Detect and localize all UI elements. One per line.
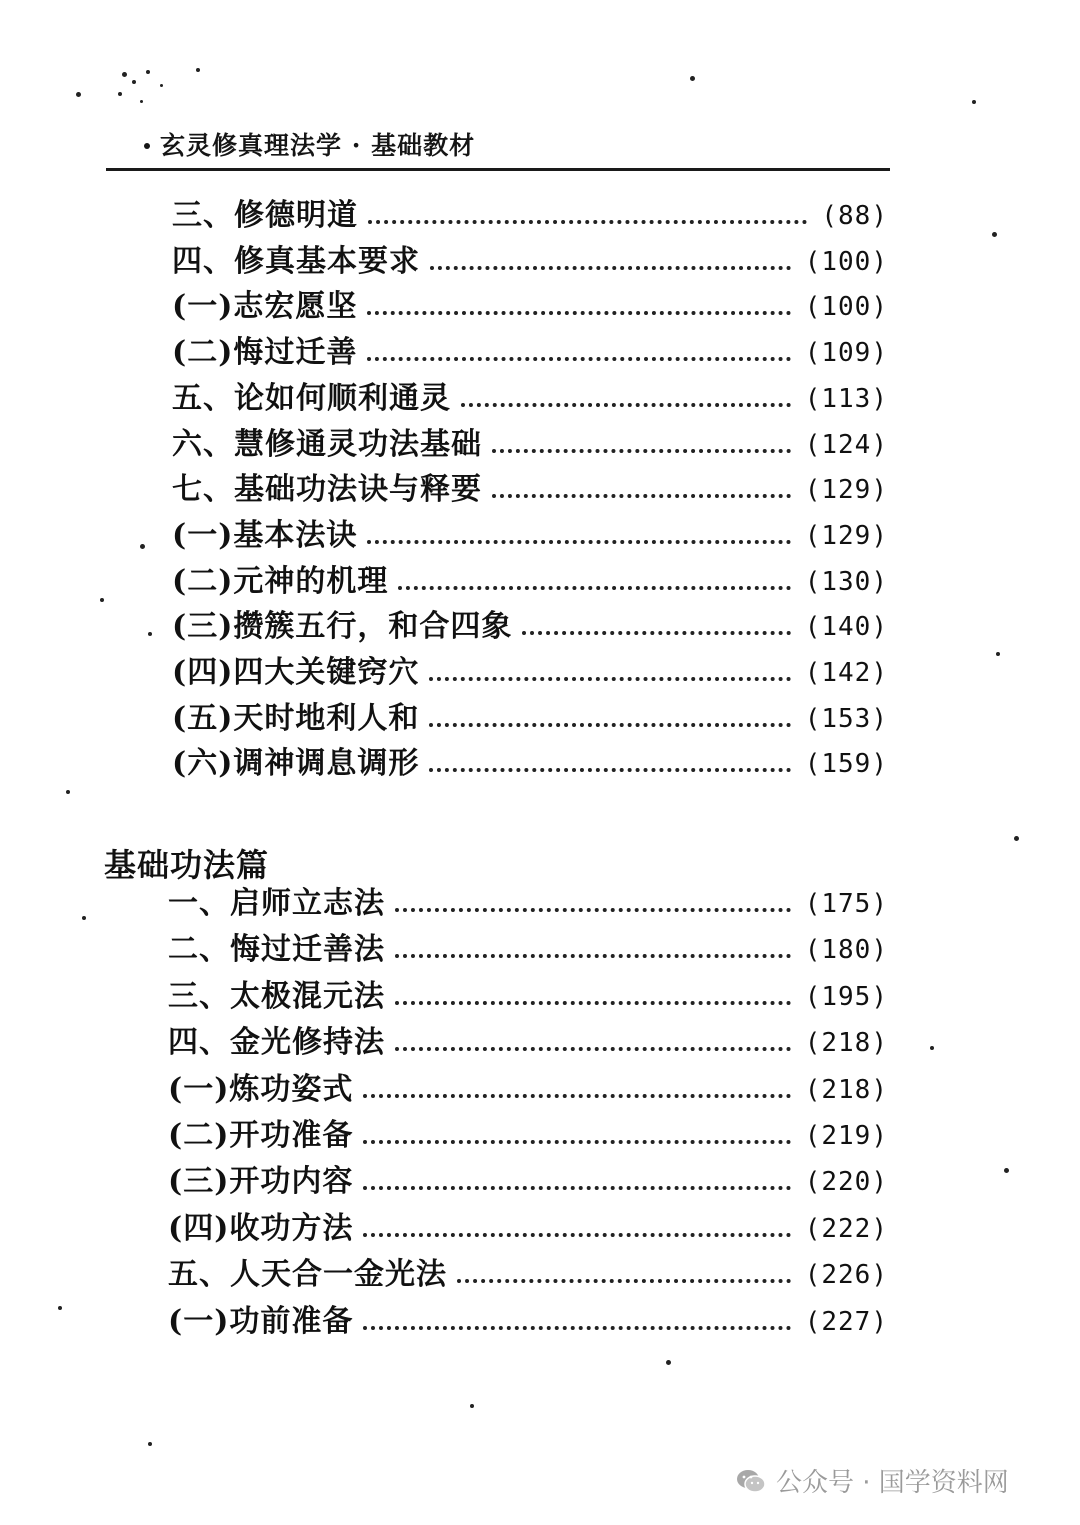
scan-speck — [160, 84, 163, 87]
toc-entry-page: (226) — [804, 1260, 888, 1291]
dot-leader — [429, 722, 790, 727]
toc-entry-title: 一、启师立志法 — [168, 886, 385, 921]
scan-speck — [140, 100, 143, 103]
toc-entry — [172, 196, 888, 236]
toc-entry-page: (218) — [804, 1074, 888, 1105]
toc-entry-page: (129) — [804, 520, 888, 551]
toc-entry-title: (一)志宏愿坚 — [172, 289, 358, 325]
toc-entry-page: (222) — [804, 1213, 888, 1244]
toc-entry-title: (三)攒簇五行，和合四象 — [172, 609, 513, 645]
running-title: 玄灵修真理法学 · 基础教材 — [160, 131, 476, 160]
toc-entry-page: (195) — [804, 981, 888, 1012]
toc-entry-page: (130) — [804, 566, 888, 597]
toc-entry-page: (159) — [804, 749, 888, 780]
toc-entry-page: (219) — [804, 1121, 888, 1151]
scan-speck — [118, 92, 122, 96]
dot-leader — [363, 1232, 790, 1237]
scan-speck — [132, 80, 136, 84]
toc-entry — [168, 1255, 888, 1295]
watermark — [736, 1462, 1009, 1499]
watermark-text: 公众号 · 国学资料网 — [776, 1468, 1009, 1498]
dot-leader — [367, 539, 790, 544]
toc-entry — [172, 470, 888, 510]
dot-leader — [398, 585, 790, 590]
scan-speck — [470, 1404, 474, 1408]
dot-leader — [363, 1325, 790, 1330]
dot-leader — [363, 1139, 790, 1144]
scan-speck — [666, 1360, 671, 1365]
toc-entry-title: (一)基本法诀 — [172, 517, 358, 553]
toc-entry — [172, 699, 888, 739]
toc-entry-page: (124) — [804, 429, 888, 460]
dot-leader — [430, 265, 791, 270]
toc-entry — [172, 607, 888, 647]
scan-speck — [148, 632, 152, 636]
toc-entry-page: (140) — [804, 612, 888, 643]
toc-entry-title: (一)功前准备 — [168, 1303, 354, 1339]
scan-speck — [140, 544, 145, 549]
dot-leader — [492, 448, 791, 453]
toc-entry — [168, 1302, 888, 1342]
toc-entry — [172, 653, 888, 693]
toc-entry-title: (五)天时地利人和 — [172, 700, 420, 736]
scan-speck — [930, 1046, 934, 1050]
toc-entry-title: (三)开功内容 — [168, 1164, 354, 1200]
toc-entry — [172, 516, 888, 556]
toc-entry-title: (二)元神的机理 — [172, 563, 389, 599]
dot-leader — [492, 493, 791, 498]
toc-entry — [172, 379, 888, 419]
dot-leader — [457, 1278, 791, 1283]
toc-entry-page: (220) — [804, 1167, 888, 1198]
dot-leader — [395, 1046, 791, 1051]
scan-speck — [146, 70, 150, 74]
dot-leader — [461, 402, 791, 407]
scan-speck — [972, 100, 976, 104]
toc-entry-page: (88) — [821, 201, 888, 231]
dot-leader — [429, 767, 790, 772]
scan-speck — [196, 68, 200, 72]
toc-entry-title: (二)悔过迁善 — [172, 335, 358, 371]
toc-entry-title: 四、金光修持法 — [168, 1025, 385, 1061]
scan-speck — [76, 92, 81, 97]
dot-leader — [363, 1185, 790, 1190]
toc-entry — [172, 287, 888, 327]
scan-speck — [100, 598, 104, 602]
toc-entry-title: 二、悔过迁善法 — [168, 932, 385, 968]
toc-entry-page: (180) — [804, 935, 888, 966]
toc-entry-title: 六、慧修通灵功法基础 — [172, 426, 482, 462]
toc-entry — [172, 744, 888, 784]
scan-speck — [690, 76, 695, 81]
dot-leader — [395, 1000, 791, 1005]
scan-speck — [82, 916, 86, 920]
toc-entry — [172, 333, 888, 373]
toc-entry-title: (四)收功方法 — [168, 1210, 354, 1246]
toc-entry-page: (109) — [804, 338, 888, 369]
scan-speck — [148, 1442, 152, 1446]
toc-entry-page: (142) — [804, 658, 888, 688]
bullet-dot — [144, 143, 150, 149]
toc-entry — [168, 884, 888, 924]
running-header — [140, 126, 475, 162]
toc-entry-title: 五、论如何顺利通灵 — [172, 380, 451, 416]
dot-leader — [368, 219, 807, 224]
scan-speck — [996, 652, 1000, 656]
toc-entry — [172, 425, 888, 465]
wechat-icon — [736, 1468, 766, 1494]
toc-entry-page: (175) — [804, 889, 888, 919]
toc-entry — [168, 930, 888, 970]
toc-entry — [168, 1070, 888, 1110]
toc-entry-title: 四、修真基本要求 — [172, 243, 420, 279]
toc-entry — [168, 1116, 888, 1156]
toc-entry — [172, 562, 888, 602]
scan-speck — [122, 72, 127, 77]
toc-entry-title: (四)四大关键窍穴 — [172, 655, 420, 690]
scan-speck — [1004, 1168, 1009, 1173]
toc-entry-page: (129) — [804, 475, 888, 506]
dot-leader — [395, 953, 791, 958]
dot-leader — [522, 630, 790, 635]
toc-entry — [168, 1023, 888, 1063]
scan-speck — [66, 790, 70, 794]
toc-entry — [172, 242, 888, 282]
dot-leader — [367, 310, 790, 315]
dot-leader — [429, 676, 790, 681]
toc-entry-title: (一)炼功姿式 — [168, 1071, 354, 1107]
toc-entry — [168, 1209, 888, 1249]
toc-entry-page: (100) — [804, 246, 888, 277]
toc-entry-page: (227) — [804, 1306, 888, 1337]
toc-entry-page: (218) — [804, 1028, 888, 1059]
scan-speck — [992, 232, 997, 237]
section-heading: 基础功法篇 — [104, 846, 270, 884]
dot-leader — [395, 907, 791, 912]
toc-entry-title: (六)调神调息调形 — [172, 746, 420, 782]
toc-entry — [168, 1162, 888, 1202]
toc-entry-title: 三、修德明道 — [172, 198, 358, 233]
toc-entry-page: (153) — [804, 703, 888, 734]
toc-entry-page: (113) — [804, 383, 888, 414]
dot-leader — [363, 1093, 790, 1098]
toc-entry-title: (二)开功准备 — [168, 1118, 354, 1153]
toc-entry — [168, 977, 888, 1017]
toc-entry-title: 五、人天合一金光法 — [168, 1257, 447, 1293]
dot-leader — [367, 356, 790, 361]
toc-entry-page: (100) — [804, 292, 888, 323]
toc-entry-title: 七、基础功法诀与释要 — [172, 472, 482, 508]
header-rule — [106, 168, 890, 171]
scan-speck — [1014, 836, 1019, 841]
toc-entry-title: 三、太极混元法 — [168, 978, 385, 1014]
scan-speck — [58, 1306, 62, 1310]
